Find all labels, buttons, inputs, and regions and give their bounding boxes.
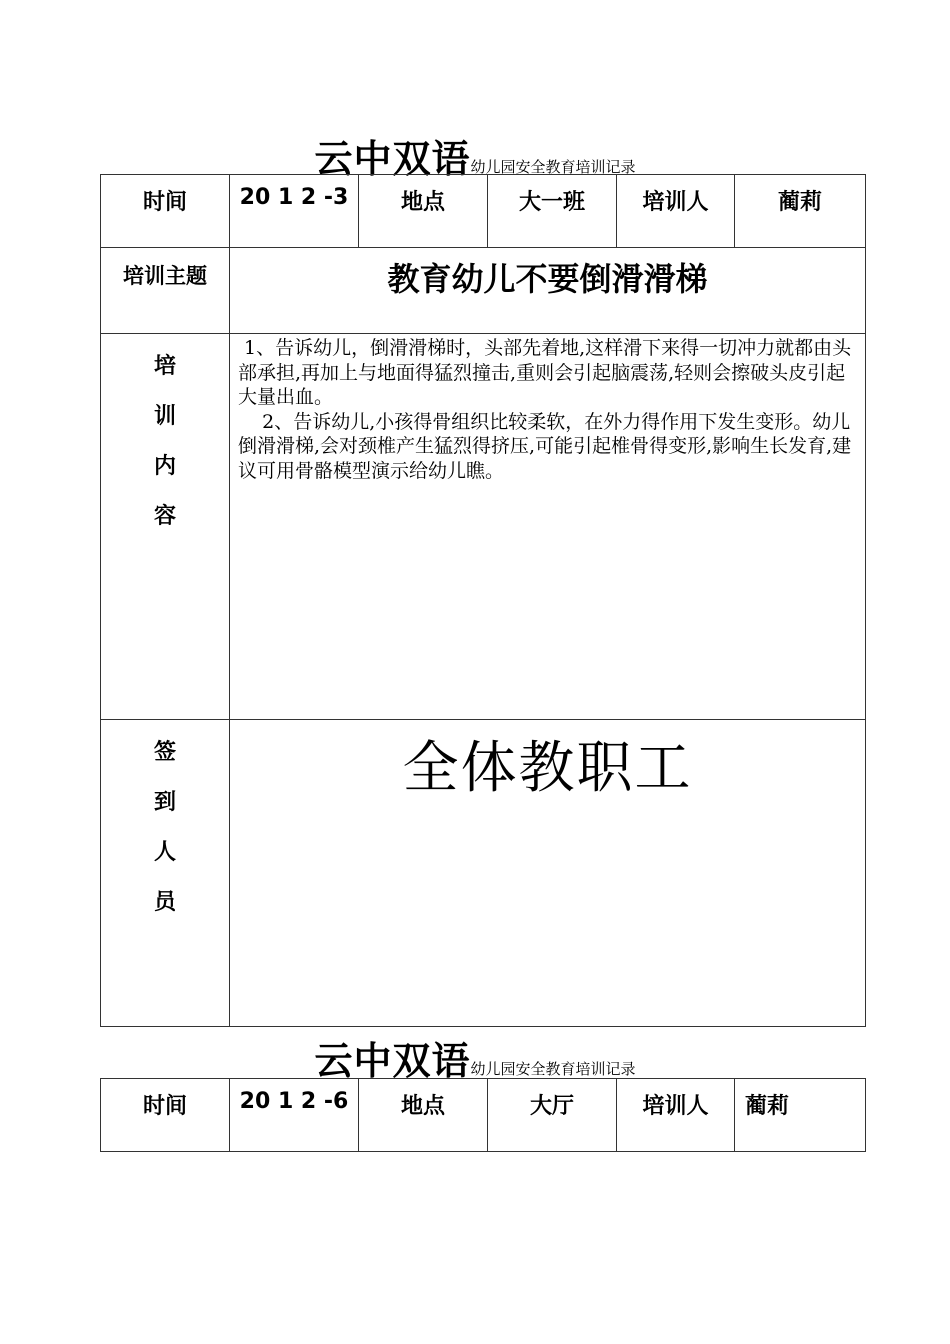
- signin-value: 全体教职工: [230, 720, 866, 1027]
- content-paragraph: 1、告诉幼儿，倒滑滑梯时，头部先着地,这样滑下来得一切冲力就都由头部承担,再加上与地面得猛烈撞击,重则会引起脑震荡,轻则会擦破头皮引起大量出血。: [238, 337, 852, 408]
- trainer-value: 蔺莉: [735, 175, 866, 248]
- trainer-label: 培训人: [617, 1079, 735, 1152]
- time-label: 时间: [101, 1079, 230, 1152]
- record1-table: [100, 174, 866, 1027]
- record2-table: [100, 1078, 866, 1152]
- signin-label-char: 到: [153, 790, 176, 815]
- record2-title: [0, 1030, 950, 1085]
- time-value: 20 1 2 -6: [230, 1079, 359, 1152]
- trainer-value: 蔺莉: [735, 1079, 866, 1152]
- signin-label-char: 员: [153, 890, 176, 915]
- record1-header-row: [101, 175, 866, 248]
- record1-topic-row: [101, 248, 866, 334]
- record1-signin-row: [101, 720, 866, 1027]
- place-label: 地点: [359, 175, 488, 248]
- place-label: 地点: [359, 1079, 488, 1152]
- signin-label: [101, 720, 230, 1027]
- record1-content-row: [101, 334, 866, 720]
- place-value: 大一班: [488, 175, 617, 248]
- record2-title-sub: 幼儿园安全教育培训记录: [470, 1060, 636, 1078]
- content-label-char: 训: [153, 404, 176, 429]
- record2-header-row: [101, 1079, 866, 1152]
- record2-title-main: 云中双语: [314, 1039, 471, 1083]
- content-label-char: 内: [153, 454, 176, 479]
- time-value: 20 1 2 -3: [230, 175, 359, 248]
- trainer-label: 培训人: [617, 175, 735, 248]
- topic-label: 培训主题: [101, 248, 230, 334]
- training-content: [230, 334, 866, 720]
- content-label-char: 容: [153, 504, 176, 529]
- signin-label-char: 签: [153, 740, 176, 765]
- content-paragraph: 2、告诉幼儿,小孩得骨组织比较柔软，在外力得作用下发生变形。幼儿倒滑滑梯,会对颈椎产生猛烈得挤压,可能引起椎骨得变形,影响生长发育,建议可用骨骼模型演示给幼儿瞧。: [238, 410, 852, 482]
- record1-title-main: 云中双语: [314, 137, 471, 181]
- signin-label-char: 人: [153, 840, 176, 865]
- time-label: 时间: [101, 175, 230, 248]
- content-label-char: 培: [153, 354, 176, 379]
- content-label: [101, 334, 230, 720]
- place-value: 大厅: [488, 1079, 617, 1152]
- record1-title-sub: 幼儿园安全教育培训记录: [470, 158, 636, 176]
- topic-value: 教育幼儿不要倒滑滑梯: [230, 248, 866, 334]
